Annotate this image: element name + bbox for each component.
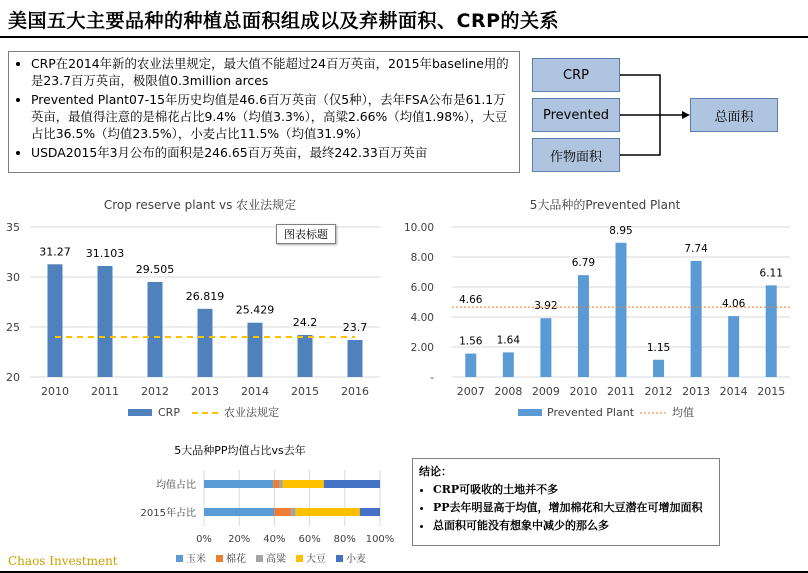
chart2-bar <box>616 243 627 377</box>
chart1-bar <box>198 309 213 377</box>
chart3-legend-label: 棉花 <box>226 554 246 565</box>
chart2-x-tick-label: 2007 <box>456 385 485 398</box>
chart1-bar <box>98 266 113 377</box>
chart3-bar-segment <box>296 508 360 516</box>
chart1-data-label: 23.7 <box>342 321 368 334</box>
chart2-legend-label-mean: 均值 <box>672 406 694 419</box>
chart1-plot <box>0 215 400 430</box>
chart2-x-tick-label: 2011 <box>607 385 635 398</box>
flow-box-crop-area: 作物面积 <box>532 138 620 172</box>
chart1-bar <box>248 323 263 377</box>
chart1-x-tick-label: 2011 <box>91 385 119 398</box>
chart1-data-label: 31.103 <box>85 246 125 260</box>
chart3-legend-swatch <box>176 555 183 562</box>
chart2-data-label: 7.74 <box>684 242 708 255</box>
chart1-legend-label-law: 农业法规定 <box>224 406 279 419</box>
chart3-x-tick-label: 20% <box>228 534 251 545</box>
notes-box <box>8 51 520 173</box>
chart3-legend-label: 小麦 <box>346 554 366 565</box>
chart3-bar-segment <box>324 480 380 488</box>
chart3-y-category-label: 2015年占比 <box>140 508 196 519</box>
chart3-bar-segment <box>360 508 380 516</box>
flow-box-prevented: Prevented <box>532 98 620 132</box>
chart2-bar <box>691 261 702 377</box>
chart2-data-label: 1.15 <box>646 341 671 354</box>
chart1-y-tick-label: 30 <box>6 271 20 284</box>
chart1-x-tick-label: 2013 <box>191 385 219 398</box>
chart2-data-label: 1.64 <box>496 334 521 347</box>
chart1-legend-label-crp: CRP <box>158 406 180 419</box>
chart2-data-label: 4.06 <box>721 298 746 311</box>
conclusion-heading: 结论： <box>419 465 452 478</box>
chart1-x-tick-label: 2015 <box>291 385 319 398</box>
note-item-usda: • USDA2015年3月公布的面积是246.65百万英亩，最终242.33百万英亩 <box>31 144 513 161</box>
title-divider <box>0 36 808 38</box>
chart2-y-tick-label: 6.00 <box>410 282 434 294</box>
flow-box-crp: CRP <box>532 58 620 92</box>
chart3-legend-swatch <box>296 555 303 562</box>
chart2-x-tick-label: 2010 <box>569 385 598 398</box>
chart3-bar-segment <box>282 480 323 488</box>
conclusion-box <box>412 458 720 546</box>
chart1-x-tick-label: 2012 <box>141 385 169 398</box>
chart1-y-tick-label: 25 <box>6 321 20 334</box>
conclusion-item: • CRP可吸收的土地并不多 <box>433 481 713 499</box>
chart3-x-tick-label: 100% <box>365 534 395 545</box>
note-item-prevented-plant: • Prevented Plant07-15年历史均值是46.6百万英亩（仅5种），去年FSA公布是61.1万英亩，最值得注意的是棉花占比9.4%（均值3.3%），高粱2.66%（均值1.98%），大豆占比36.5%（均值23.5%），小麦占比11.5%（均值31.9%） <box>31 91 513 142</box>
chart1-data-label: 31.27 <box>39 245 71 259</box>
chart3-x-tick-label: 60% <box>298 534 321 545</box>
chart2-y-tick-label: 2.00 <box>410 342 434 354</box>
chart3-bar-segment <box>279 480 282 488</box>
chart2-data-label: 3.92 <box>534 300 558 313</box>
conclusion-item: • PP去年明显高于均值，增加棉花和大豆潜在可增加面积 <box>433 499 713 517</box>
page-title: 美国五大主要品种的种植总面积组成以及弃耕面积、CRP的关系 <box>8 10 560 32</box>
chart3-bar-segment <box>273 480 279 488</box>
chart1-bar <box>48 264 63 377</box>
chart3-bar-segment <box>204 480 273 488</box>
chart2-x-tick-label: 2009 <box>531 385 560 398</box>
chart1-y-tick-label: 35 <box>6 221 20 234</box>
chart1-x-tick-label: 2014 <box>241 385 269 398</box>
chart-title-tooltip: 图表标题 <box>276 224 336 244</box>
chart3-bar-segment <box>274 508 291 516</box>
chart2-legend-swatch-pp <box>518 409 542 416</box>
chart3-title: 5大品种PP均值占比vs去年 <box>174 444 306 457</box>
brand-logo-text: Chaos Investment <box>8 554 118 568</box>
chart1-bar <box>298 335 313 377</box>
chart2-bar <box>465 354 476 377</box>
chart3-legend-label: 高粱 <box>266 554 286 565</box>
chart3-legend-swatch <box>216 555 223 562</box>
chart2-bar <box>578 275 589 377</box>
chart3-bar-segment <box>204 508 274 516</box>
chart1-data-label: 26.819 <box>185 289 225 303</box>
chart2-title: 5大品种的Prevented Plant <box>529 198 681 212</box>
chart3-legend-label: 大豆 <box>306 554 326 565</box>
chart3-x-tick-label: 80% <box>333 534 356 545</box>
chart2-bar <box>540 318 551 377</box>
chart3-plot <box>120 460 410 570</box>
flow-connector <box>620 60 692 180</box>
chart2-bar <box>728 316 739 377</box>
chart1-y-tick-label: 20 <box>6 371 20 384</box>
chart3-bar-segment <box>291 508 296 516</box>
chart2-y-tick-label: 4.00 <box>410 312 434 324</box>
note-item-crp: • CRP在2014年新的农业法里规定，最大值不能超过24百万英亩，2015年baseline用的是23.7百万英亩，极限值0.3million arces <box>31 55 513 89</box>
chart1-data-label: 25.429 <box>235 303 275 317</box>
chart2-y-tick-label: 8.00 <box>410 252 434 264</box>
conclusion-item: • 总面积可能没有想象中减少的那么多 <box>433 517 713 535</box>
chart3-legend-swatch <box>256 555 263 562</box>
chart2-legend-label-pp: Prevented Plant <box>547 406 635 419</box>
chart1-x-tick-label: 2016 <box>341 385 369 398</box>
chart1-legend-swatch-crp <box>128 409 152 416</box>
chart1-x-tick-label: 2010 <box>41 385 69 398</box>
chart2-bar <box>766 285 777 377</box>
chart3-x-tick-label: 0% <box>196 534 212 545</box>
chart2-data-label: 6.11 <box>759 267 783 280</box>
chart2-y-tick-label: - <box>430 372 434 384</box>
chart1-bar <box>148 282 163 377</box>
chart2-x-tick-label: 2014 <box>719 385 748 398</box>
chart2-x-tick-label: 2013 <box>682 385 711 398</box>
chart2-bar <box>503 352 514 377</box>
chart2-bar <box>653 360 664 377</box>
chart2-mean-label: 4.66 <box>459 294 483 307</box>
chart1-data-label: 29.505 <box>135 262 175 276</box>
chart1-data-label: 24.2 <box>292 316 318 329</box>
chart2-x-tick-label: 2015 <box>757 385 786 398</box>
chart2-x-tick-label: 2008 <box>494 385 523 398</box>
chart2-y-tick-label: 10.00 <box>403 222 434 234</box>
chart1-title: Crop reserve plant vs 农业法规定 <box>103 198 297 212</box>
chart3-legend-label: 玉米 <box>186 554 206 565</box>
chart2-x-tick-label: 2012 <box>644 385 673 398</box>
chart2-data-label: 8.95 <box>609 224 633 237</box>
chart2-data-label: 1.56 <box>459 335 483 348</box>
chart1-bar <box>348 340 363 377</box>
flow-box-total-area: 总面积 <box>690 98 778 132</box>
chart3-legend-swatch <box>336 555 343 562</box>
chart3-x-tick-label: 40% <box>263 534 286 545</box>
chart2-plot <box>400 215 808 430</box>
chart3-y-category-label: 均值占比 <box>156 480 196 491</box>
chart2-data-label: 6.79 <box>571 257 596 270</box>
